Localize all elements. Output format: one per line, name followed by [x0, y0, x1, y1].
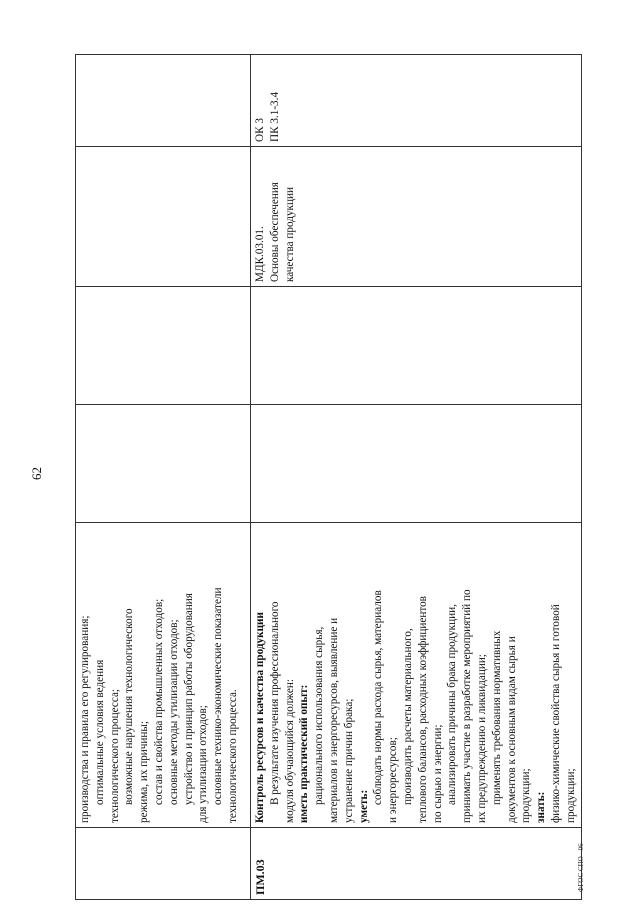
content-line: документов к основным видам сырья и — [505, 636, 518, 823]
hours-cell — [76, 287, 251, 405]
hours-cell — [251, 405, 582, 523]
content-cell — [76, 523, 251, 828]
content-line: оптимальные условия ведения — [93, 659, 106, 805]
content-line: состав и свойства промышленных отходов; — [152, 598, 165, 805]
content-line: возможные нарушения технологического — [123, 608, 136, 805]
content-line: производить расчеты материального, — [401, 628, 414, 805]
content-line: материалов и энергоресурсов, выявление и — [327, 617, 340, 823]
module-code-cell — [251, 828, 582, 900]
footer-label: ФГОС СПО - 06 — [577, 843, 585, 892]
content-line: уметь: — [357, 789, 370, 823]
content-line: режима, их причины; — [138, 720, 151, 823]
content-line: технологического процесса. — [226, 689, 239, 823]
curriculum-table — [75, 54, 582, 900]
table-row — [76, 55, 251, 900]
rotated-landscape-page — [25, 30, 585, 900]
content-line: для утилизации отходов; — [197, 705, 210, 823]
page-number: 62 — [29, 467, 44, 480]
competence-code: ПК 3.1-3.4 — [268, 91, 281, 142]
content-line: устранение причин брака; — [342, 698, 355, 823]
hours-cell — [76, 405, 251, 523]
content-line: продукции; — [520, 768, 533, 823]
content-line: В результате изучения профессионального — [268, 601, 281, 805]
content-line: знать: — [535, 791, 548, 823]
content-line: основные технико-экономические показатели — [212, 587, 225, 805]
competence-cell — [76, 55, 251, 147]
content-line: устройство и принцип работы оборудования — [182, 593, 195, 805]
content-line: соблюдать нормы расхода сырья, материалов — [372, 590, 385, 805]
module-code: ПМ.03 — [253, 859, 267, 895]
content-line: производства и правила его регулирования; — [79, 615, 91, 823]
hours-cell — [251, 287, 582, 405]
content-line: модуля обучающийся должен: — [283, 679, 296, 823]
content-line: применять требования нормативных — [490, 630, 503, 805]
content-line: основные методы утилизации отходов; — [167, 619, 180, 805]
content-line: по сырью и энергии; — [431, 724, 444, 823]
content-line: продукции; — [564, 768, 577, 823]
discipline-cell — [251, 147, 582, 287]
discipline-cell — [76, 147, 251, 287]
content-line: рационального использования сырья, — [313, 626, 326, 805]
document-page — [25, 30, 605, 905]
content-line: технологического процесса; — [108, 688, 121, 823]
module-code-cell — [76, 828, 251, 900]
module-title: Контроль ресурсов и качества продукции — [254, 612, 266, 823]
mdk-code: МДК.03.01. — [254, 226, 266, 282]
competence-code: ОК 3 — [254, 118, 266, 142]
content-line: и энергоресурсов; — [387, 737, 400, 823]
content-line: теплового балансов, расходных коэффициентов — [416, 596, 429, 823]
content-cell — [251, 523, 582, 828]
content-line: анализировать причины брака продукции, — [446, 604, 459, 805]
competence-cell — [251, 55, 582, 147]
mdk-title: качества продукции — [283, 187, 296, 282]
content-line: физико-химические свойства сырья и готовой — [549, 604, 562, 823]
table-row — [251, 55, 582, 900]
content-line: их предупреждению и ликвидации; — [475, 654, 488, 823]
content-line: иметь практический опыт: — [298, 684, 311, 823]
content-line: принимать участие в разработке мероприятий по — [461, 589, 474, 823]
mdk-title: Основы обеспечения — [268, 182, 281, 282]
